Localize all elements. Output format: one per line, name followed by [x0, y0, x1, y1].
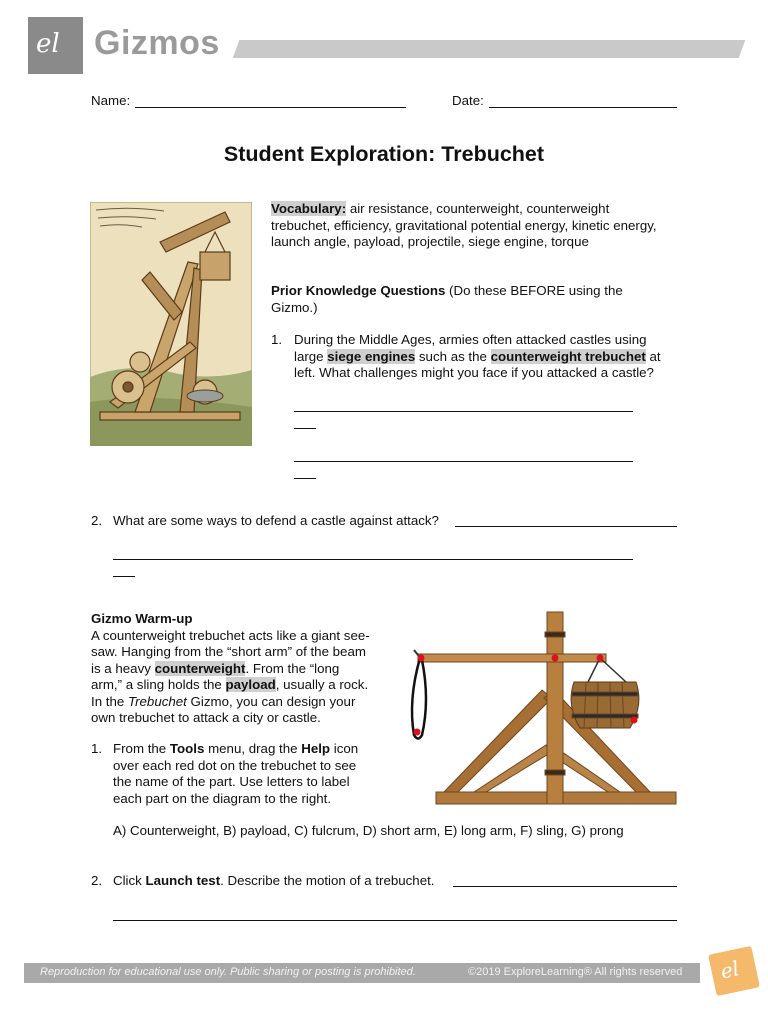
vocabulary-text-1: air resistance, counterweight, counterweight — [346, 201, 610, 216]
prior-heading-line2: Gizmo.) — [271, 299, 318, 315]
date-label: Date: — [452, 93, 484, 108]
q1-number: 1. — [271, 332, 283, 347]
prior-knowledge-heading — [271, 283, 623, 316]
name-label: Name: — [91, 93, 131, 108]
step2-text — [113, 873, 434, 890]
step1-number: 1. — [91, 741, 103, 756]
prior-heading-bold: Prior Knowledge Questions — [271, 283, 446, 298]
q1-answer-line-2-end[interactable] — [294, 478, 316, 479]
gizmos-logo — [28, 17, 83, 74]
q2-answer-line-1[interactable] — [113, 559, 633, 560]
brand-name: Gizmos — [94, 24, 220, 62]
medieval-trebuchet-illustration — [90, 202, 252, 446]
vocabulary-text-3: launch angle, payload, projectile, siege engine, torque — [271, 234, 589, 249]
warmup-gizmo-name: Trebuchet — [127, 693, 187, 709]
q2-answer-line-0[interactable] — [455, 526, 677, 527]
footer-copyright: ©2019 ExploreLearning® All rights reserved — [468, 966, 683, 978]
q1-text — [294, 332, 661, 382]
warmup-line4a: arm,” a sling holds the — [91, 677, 226, 692]
warmup-heading: Gizmo Warm-up — [91, 611, 193, 626]
step1-help-icon: Help — [301, 741, 331, 756]
step1-line1c: icon — [330, 741, 359, 756]
warmup-highlight-payload: payload — [225, 677, 276, 692]
step1-line1a: From the — [113, 741, 170, 756]
warmup-block — [91, 611, 370, 727]
step2-launch-test: Launch test — [145, 873, 221, 888]
q1-highlight-siege: siege engines — [327, 348, 416, 364]
warmup-line4b: , usually a rock. — [275, 677, 369, 692]
step1-line1b: menu, drag the — [204, 741, 302, 756]
q1-line3: left. What challenges might you face if you attacked a castle? — [294, 365, 654, 380]
warmup-line1: A counterweight trebuchet acts like a giant see- — [91, 627, 370, 643]
q2-answer-line-1-end[interactable] — [113, 576, 135, 577]
step2-b: . Describe the motion of a trebuchet. — [220, 873, 435, 888]
warmup-line6: own trebuchet to attack a city or castle. — [91, 710, 321, 725]
q1-line2a: large — [294, 348, 328, 364]
warmup-line2: saw. Hanging from the “short arm” of the beam — [91, 644, 366, 659]
vocabulary-text-2: trebuchet, efficiency, gravitational potential energy, kinetic energy, — [271, 217, 657, 233]
name-field[interactable] — [135, 107, 406, 108]
step2-answer-line-0[interactable] — [453, 886, 677, 887]
explorelearning-logo — [708, 946, 760, 996]
step1-tools-menu: Tools — [169, 741, 205, 756]
step1-line3: the name of the part. Use letters to label — [113, 774, 350, 789]
trebuchet-diagram — [404, 610, 680, 810]
step1-text — [113, 741, 358, 807]
logo-glyph: el — [36, 29, 60, 59]
step1-line4: each part on the diagram to the right. — [113, 790, 332, 806]
vocabulary-label: Vocabulary: — [271, 201, 347, 216]
q1-line1: During the Middle Ages, armies often attacked castles using — [294, 332, 647, 347]
page-title: Student Exploration: Trebuchet — [223, 142, 545, 166]
q1-answer-line-2[interactable] — [294, 461, 633, 462]
step2-a: Click — [113, 873, 146, 888]
q1-line2b: such as the — [415, 348, 491, 364]
q1-highlight-trebuchet: counterweight trebuchet — [490, 348, 646, 364]
q2-number: 2. — [91, 513, 103, 528]
warmup-line3a: is a heavy — [91, 660, 155, 676]
q2-text: What are some ways to defend a castle against attack? — [113, 513, 439, 528]
q1-line2c: at — [645, 348, 661, 364]
footer-logo-glyph: el — [718, 956, 742, 984]
footer-notice: Reproduction for educational use only. Public sharing or posting is prohibited. — [40, 966, 416, 978]
prior-heading-rest: (Do these BEFORE using the — [445, 283, 623, 298]
step1-line2: over each red dot on the trebuchet to see — [113, 757, 357, 773]
parts-list: A) Counterweight, B) payload, C) fulcrum, D) short arm, E) long arm, F) sling, G) prong — [113, 823, 624, 838]
warmup-line3b: . From the “long — [245, 660, 340, 676]
step2-number: 2. — [91, 873, 103, 888]
date-field[interactable] — [489, 107, 677, 108]
vocabulary-block — [271, 201, 657, 251]
warmup-line5b: Gizmo, you can design your — [186, 693, 356, 709]
warmup-highlight-counterweight: counterweight — [154, 660, 246, 676]
q1-answer-line-1[interactable] — [294, 411, 633, 412]
header-bar — [233, 40, 746, 58]
q1-answer-line-1-end[interactable] — [294, 428, 316, 429]
step2-answer-line-1[interactable] — [113, 920, 677, 921]
warmup-line5a: In the — [91, 693, 128, 709]
